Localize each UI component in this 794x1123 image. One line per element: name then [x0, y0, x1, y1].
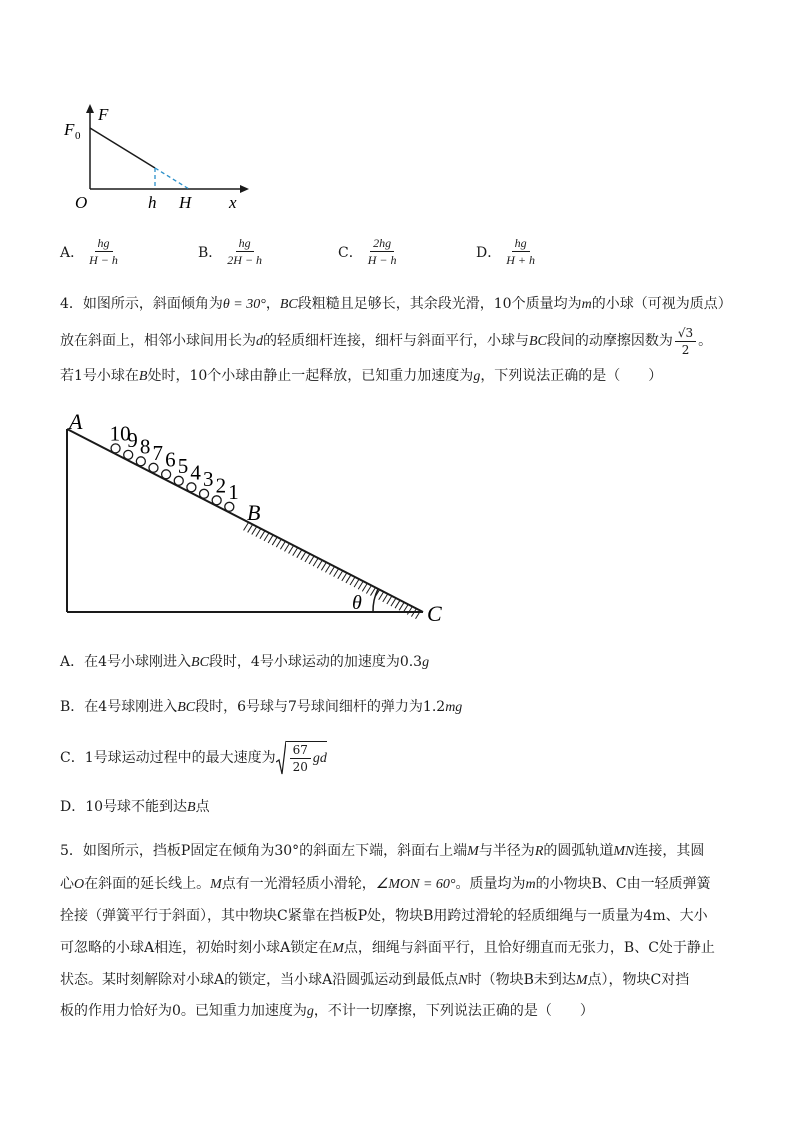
q5-stem-line-6: 板的作用力恰好为0。已知重力加速度为g，不计一切摩擦，下列说法正确的是（ ）: [60, 1003, 594, 1019]
hatch-mark: [293, 548, 298, 556]
hatch-mark: [264, 533, 269, 541]
hatch-mark: [338, 571, 343, 579]
hatch-mark: [272, 537, 277, 545]
q3-option-c[interactable]: C． $\frac{2hg}{H - h}$: [338, 236, 397, 267]
q4-option-d[interactable]: D．10号球不能到达B点: [60, 799, 210, 815]
hatch-mark: [285, 543, 290, 551]
ball-number-3: 3: [203, 466, 214, 491]
hatch-mark: [391, 598, 396, 606]
axis-y-label: F: [98, 105, 109, 124]
q3-option-a[interactable]: A． $\frac{hg}{H - h}$: [60, 236, 118, 267]
force-displacement-graph: [55, 100, 255, 215]
ball-number-9: 9: [127, 427, 138, 452]
hatch-mark: [350, 577, 355, 585]
sqrt-expression: $\frac{67}{20}$ gd: [276, 740, 327, 776]
q5-stem-line-4: 可忽略的小球A相连，初始时刻小球A锁定在M点，细绳与斜面平行，且恰好绷直而无张力，B、C处于静止: [60, 940, 715, 956]
hatch-mark: [317, 560, 322, 568]
ball-number-1: 1: [228, 479, 239, 504]
hatch-mark: [276, 539, 281, 547]
ball-number-5: 5: [177, 453, 189, 478]
q4-option-c[interactable]: C．1号球运动过程中的最大速度为 $\frac{67}{20}$ gd: [60, 740, 327, 776]
hatch-mark: [334, 569, 339, 577]
hatch-mark: [395, 600, 400, 608]
label-b: B: [247, 500, 261, 525]
radical-sign-icon: [276, 740, 286, 776]
f0-subscript: 0: [75, 130, 81, 142]
label-theta: θ: [352, 592, 362, 614]
q4-option-b[interactable]: B．在4号球刚进入BC段时，6号球与7号球间细杆的弹力为1.2mg: [60, 699, 463, 715]
hatch-mark: [362, 583, 367, 591]
theta-arc: [373, 589, 378, 612]
slope-side: [67, 429, 423, 612]
hatch-mark: [268, 535, 273, 543]
hatch-mark: [407, 607, 412, 615]
hatch-mark: [321, 562, 326, 570]
ball-number-7: 7: [152, 440, 163, 465]
hatch-mark: [342, 573, 347, 581]
force-line: [90, 128, 155, 168]
x-axis-arrow: [240, 185, 249, 193]
axis-x-label: x: [229, 193, 237, 212]
hatch-mark: [387, 596, 392, 604]
hatch-mark: [260, 531, 265, 539]
hatch-mark: [346, 575, 351, 583]
hatch-mark: [366, 585, 371, 593]
q5-stem-line-1: 5．如图所示，挡板P固定在倾角为30°的斜面左下端，斜面右上端M与半径为R的圆弧轨道MN连接，其圆: [60, 843, 705, 859]
q3-option-b[interactable]: B． $\frac{hg}{2H - h}$: [198, 236, 263, 267]
hatch-mark: [301, 552, 306, 560]
hatch-mark: [383, 594, 388, 602]
q4-option-a[interactable]: A．在4号小球刚进入BC段时，4号小球运动的加速度为0.3g: [60, 654, 430, 670]
tick-h-label: h: [148, 193, 157, 212]
hatch-mark: [297, 550, 302, 558]
hatch-mark: [289, 545, 294, 553]
q5-stem-line-3: 拴接（弹簧平行于斜面），其中物块C紧靠在挡板P处，物块B用跨过滑轮的轻质细绳与一质量为4m、大小: [60, 908, 708, 924]
hatch-mark: [379, 592, 384, 600]
hatch-mark: [280, 541, 285, 549]
ball-number-4: 4: [190, 460, 201, 485]
ball-chain: [110, 421, 239, 511]
hatch-mark: [252, 527, 257, 535]
hatch-mark: [330, 567, 335, 575]
ball-number-2: 2: [215, 473, 227, 498]
label-c: C: [427, 601, 442, 626]
q5-stem-line-5: 状态。某时刻解除对小球A的锁定，当小球A沿圆弧运动到最低点N时（物块B未到达M点），物块C对挡: [60, 972, 690, 988]
tick-H-label: H: [179, 193, 192, 212]
hatch-mark: [354, 579, 359, 587]
hatch-mark: [248, 524, 253, 532]
q5-stem-line-2: 心O在斜面的延长线上。M点有一光滑轻质小滑轮，∠MON = 60°。质量均为m的小物块B、C由一轻质弹簧: [60, 876, 711, 892]
f0-label: F: [64, 120, 75, 139]
hatch-mark: [358, 581, 363, 589]
q4-stem-line-2: 放在斜面上，相邻小球间用长为d的轻质细杆连接，细杆与斜面平行，小球与BC段间的动摩擦因数为 $\frac{√3}{2}$ 。: [60, 325, 713, 357]
q4-stem-line-1: 4．如图所示，斜面倾角为θ = 30°，BC段粗糙且足够长，其余段光滑，10个质量均为m的小球（可视为质点）: [60, 296, 732, 312]
y-axis-arrow: [86, 104, 94, 113]
label-a: A: [69, 409, 83, 434]
incline-diagram: [55, 405, 465, 630]
hatch-mark: [325, 564, 330, 572]
ball-number-6: 6: [165, 447, 176, 472]
force-line-dashed: [155, 168, 189, 189]
q4-stem-line-3: 若1号小球在B处时，10个小球由静止一起释放，已知重力加速度为g，下列说法正确的是（ ）: [60, 368, 663, 384]
hatch-mark: [305, 554, 310, 562]
hatch-mark: [256, 529, 261, 537]
hatch-mark: [370, 588, 375, 596]
q3-option-d[interactable]: D． $\frac{hg}{H + h}$: [476, 236, 535, 267]
ball-number-8: 8: [139, 434, 151, 459]
hatch-mark: [399, 602, 404, 610]
origin-label: O: [75, 193, 88, 212]
hatch-mark: [309, 556, 314, 564]
rough-section-hatching: [244, 522, 421, 618]
ball-number-10: 10: [109, 421, 131, 446]
hatch-mark: [313, 558, 318, 566]
